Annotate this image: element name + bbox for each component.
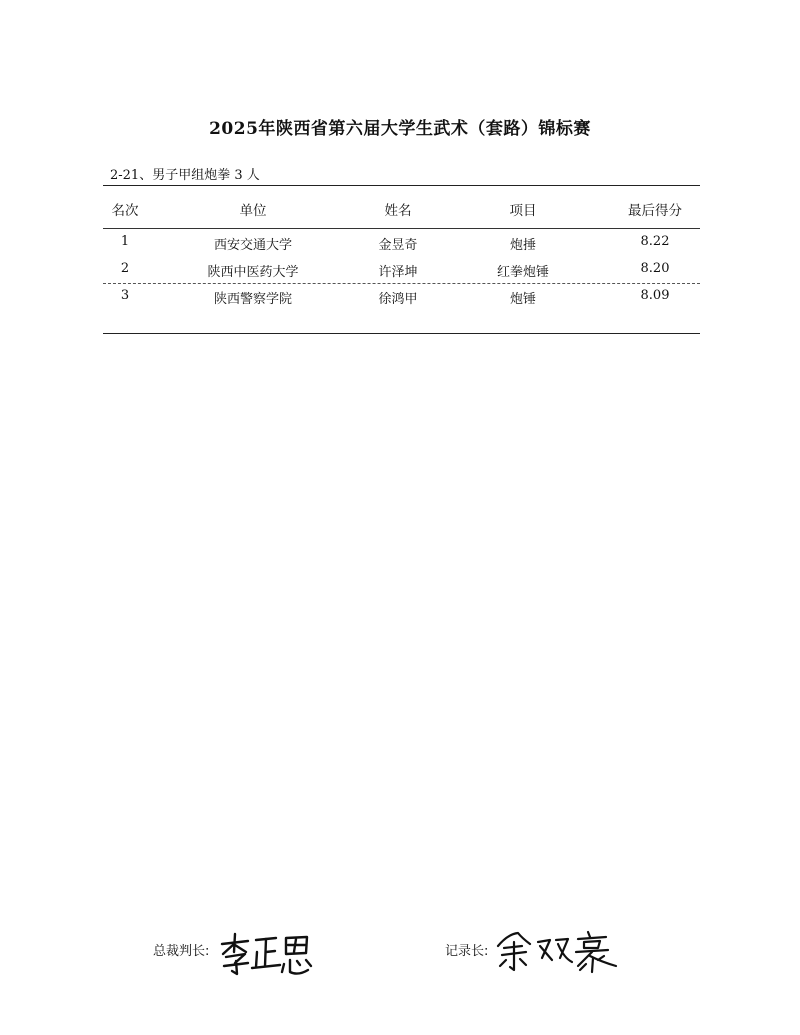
col-unit-label: 单位 xyxy=(239,203,267,219)
chief-judge-signature xyxy=(218,930,318,978)
col-name-label: 姓名 xyxy=(384,203,412,219)
table-header-row xyxy=(103,199,700,219)
name-value: 金昱奇 xyxy=(378,238,418,253)
score-value: 8.20 xyxy=(640,261,670,276)
col-score-label: 最后得分 xyxy=(628,203,682,219)
table-row xyxy=(103,234,700,254)
rank-value: 3 xyxy=(120,288,130,303)
col-item-label: 项目 xyxy=(509,203,537,219)
recorder-signature xyxy=(492,928,628,976)
table-row xyxy=(103,288,700,308)
score-value: 8.22 xyxy=(640,234,670,249)
item-value: 炮捶 xyxy=(510,238,537,253)
item-value: 炮锤 xyxy=(510,292,537,307)
table-row xyxy=(103,261,700,281)
name-value: 许泽坤 xyxy=(378,265,418,280)
recorder-label: 记录长: xyxy=(445,944,489,959)
table-top-rule xyxy=(103,185,700,186)
unit-value: 陕西警察学院 xyxy=(214,292,293,307)
rank-value: 1 xyxy=(120,234,130,249)
page-title: 2025年陕西省第六届大学生武术（套路）锦标赛 xyxy=(209,119,591,139)
rank-value: 2 xyxy=(120,261,130,276)
table-bottom-rule xyxy=(103,333,700,334)
header-bottom-rule xyxy=(103,228,700,229)
name-value: 徐鸿甲 xyxy=(378,292,418,307)
unit-value: 陕西中医药大学 xyxy=(207,265,299,280)
unit-value: 西安交通大学 xyxy=(214,238,293,253)
qualification-divider xyxy=(103,283,700,284)
col-rank-label: 名次 xyxy=(111,203,139,219)
item-value: 红拳炮锤 xyxy=(497,265,550,280)
chief-judge-label: 总裁判长: xyxy=(153,944,210,959)
event-subtitle: 2-21、男子甲组炮拳 3 人 xyxy=(110,168,260,183)
score-value: 8.09 xyxy=(640,288,670,303)
